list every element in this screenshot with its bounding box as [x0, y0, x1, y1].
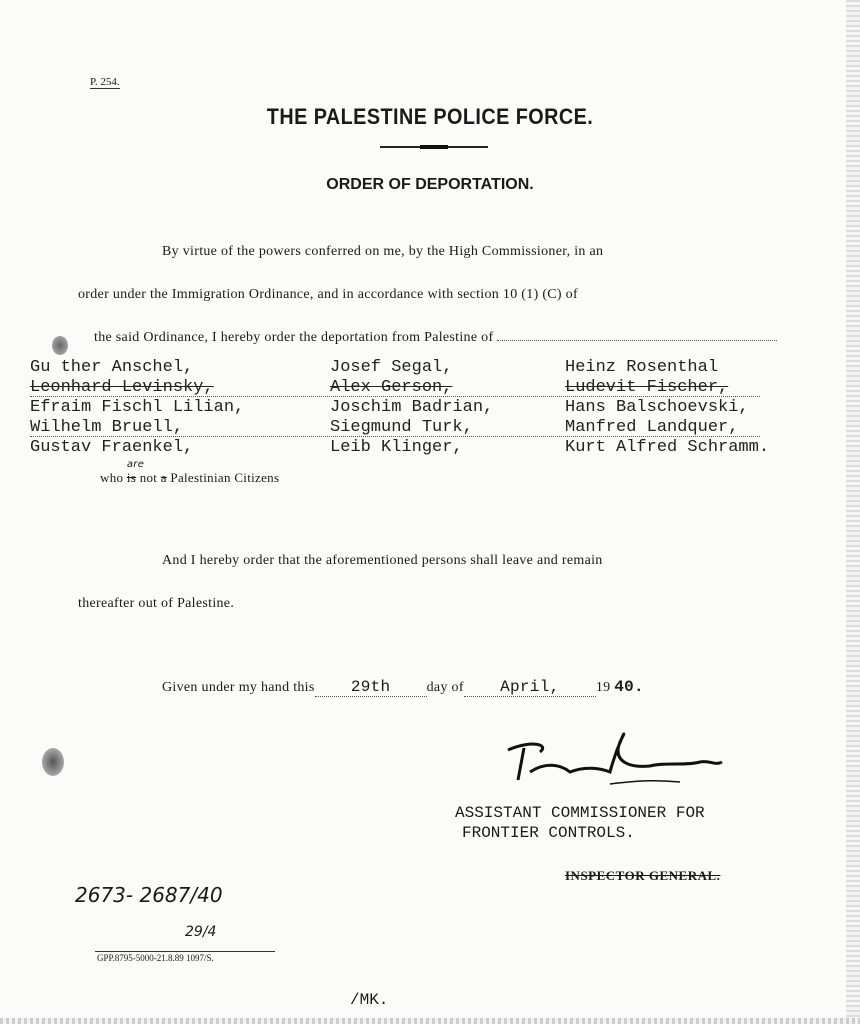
name: Siegmund Turk,	[330, 418, 473, 437]
citizens-prefix: who	[100, 470, 124, 485]
paragraph-line: order under the Immigration Ordinance, and in accordance with section 10 (1) (C) of	[78, 287, 578, 302]
title-rule	[380, 146, 488, 148]
given-month: April,	[464, 678, 596, 697]
name: Alex Gerson,	[330, 378, 453, 397]
name: Gu ther Anschel,	[30, 358, 194, 377]
citizens-line	[100, 459, 280, 486]
name: Josef Segal,	[330, 358, 453, 377]
printer-reference: GPP.8795-5000-21.8.89 1097/S.	[97, 953, 214, 963]
given-day: 29th	[315, 678, 427, 697]
punch-hole-mark	[52, 336, 68, 355]
name: Manfred Landquer,	[565, 418, 739, 437]
order-line: thereafter out of Palestine.	[78, 596, 235, 611]
order-line: And I hereby order that the aforementioned persons shall leave and remain	[162, 553, 603, 568]
inserted-verb: are	[126, 459, 145, 470]
signature	[500, 722, 730, 792]
name: Joschim Badrian,	[330, 398, 494, 417]
paragraph-line: By virtue of the powers conferred on me, by the High Commissioner, in an	[162, 244, 604, 259]
struck-verb: is	[126, 470, 137, 485]
name: Kurt Alfred Schramm.	[565, 438, 770, 457]
struck-article: a	[160, 470, 167, 485]
name: Leib Klinger,	[330, 438, 463, 457]
given-mid: day of	[426, 680, 464, 695]
name: Leonhard Levinsky,	[30, 378, 214, 397]
given-year-prefix: 19	[595, 680, 611, 695]
typist-initials: /MK.	[350, 991, 389, 1009]
name: Heinz Rosenthal	[565, 358, 719, 377]
given-prefix: Given under my hand this	[162, 680, 315, 695]
given-year: 40.	[614, 678, 644, 696]
initials: 29/4	[185, 924, 217, 940]
name: Efraim Fischl Lilian,	[30, 398, 245, 417]
name: Ludevit Fischer,	[565, 378, 729, 397]
name: Gustav Fraenkel,	[30, 438, 194, 457]
signatory-title: FRONTIER CONTROLS.	[462, 824, 635, 842]
footer-rule	[95, 951, 275, 952]
document-subtitle: ORDER OF DEPORTATION.	[326, 176, 534, 193]
scan-edge	[846, 0, 860, 1024]
struck-title: INSPECTOR GENERAL.	[565, 868, 721, 883]
citizens-middle: not	[139, 470, 158, 485]
scan-edge-bottom	[0, 1018, 860, 1024]
signatory-title: ASSISTANT COMMISSIONER FOR	[455, 804, 705, 822]
form-number: P. 254.	[90, 76, 120, 88]
punch-hole-mark	[42, 748, 64, 776]
name: Hans Balschoevski,	[565, 398, 749, 417]
given-line	[162, 678, 644, 697]
name: Wilhelm Bruell,	[30, 418, 184, 437]
paragraph-line: the said Ordinance, I hereby order the deportation from Palestine of	[94, 330, 777, 346]
citizens-suffix: Palestinian Citizens	[170, 470, 280, 485]
page-title: THE PALESTINE POLICE FORCE.	[266, 104, 594, 129]
file-reference: 2673- 2687/40	[75, 883, 223, 907]
